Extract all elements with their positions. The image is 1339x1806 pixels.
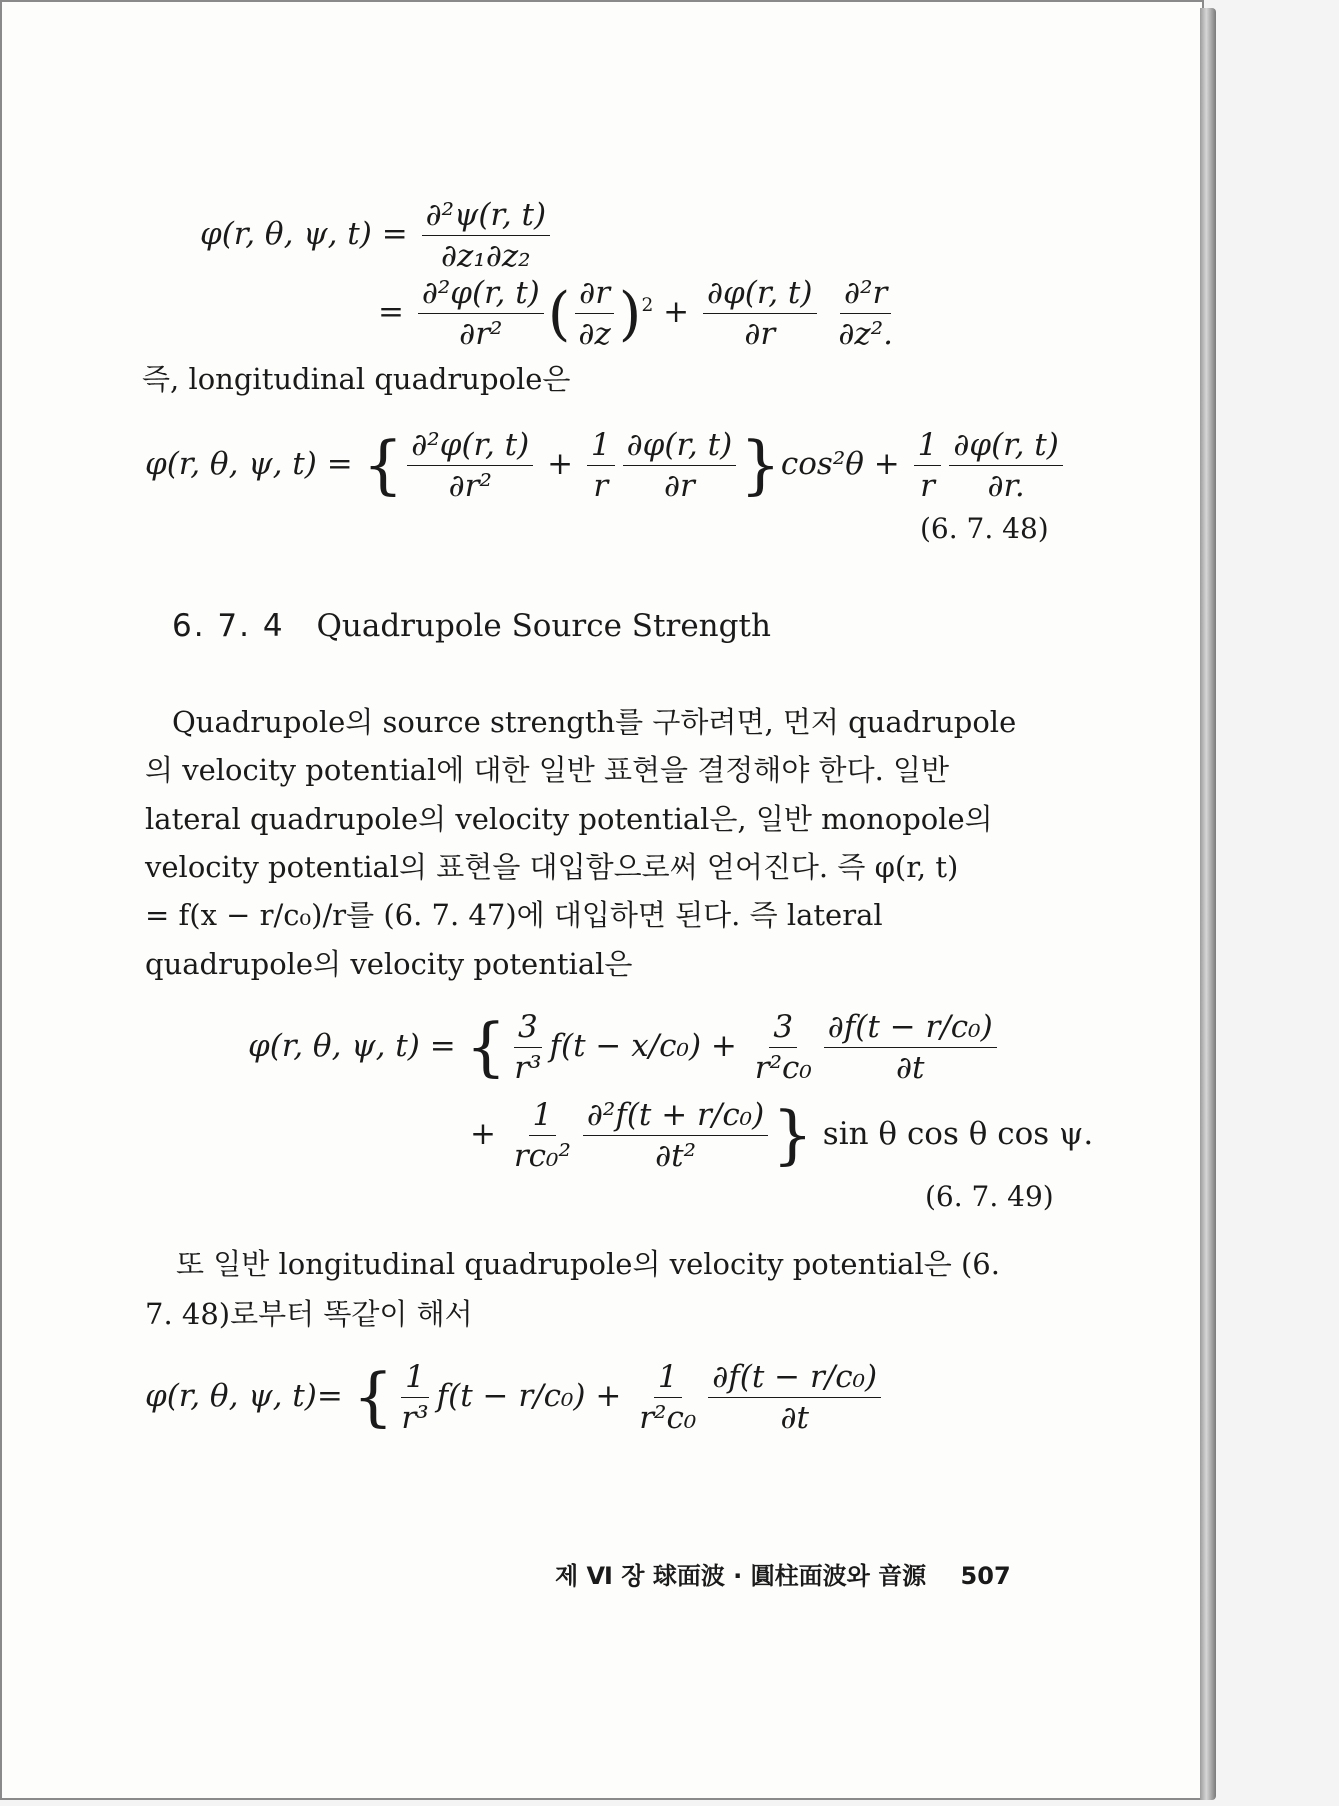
equation-6-7-48: φ(r, θ, ψ, t) = { $\frac{\text{∂²φ(r, t)}}{\text{∂r²}}$ + $\frac{1}{r}$ $\frac{\partial\varphi(r, t)}{\partial r}$ }cos²θ + $\frac{1}{r}$ $\frac{\partial\varphi(r, t)}{\partial r.}$	[145, 428, 1067, 503]
intro-text: 즉, longitudinal quadrupole은	[142, 362, 571, 396]
para1-line6: quadrupole의 velocity potential은	[145, 947, 633, 981]
para1-line3: lateral quadrupole의 velocity potential은, 일반 monopole의	[145, 802, 993, 836]
para1-line2: 의 velocity potential에 대한 일반 표현을 결정해야 한다. 일반	[145, 753, 950, 787]
eq2-equals: =	[378, 294, 404, 331]
section-number: 6. 7. 4	[172, 608, 285, 644]
equation-6-7-49-line1: φ(r, θ, ψ, t) = { $\frac{3}{\text{r³}}$ f(t − x/c₀) + $\frac{3}{\text{r²c₀}}$ $\frac{\text{∂f(t − r/c₀)}}{\partial t}$	[248, 1010, 1001, 1085]
para1-line4: velocity potential의 표현을 대입함으로써 얻어진다. 즉 φ(r, t)	[145, 850, 959, 884]
eq1-lhs: φ(r, θ, ψ, t) =	[200, 216, 408, 253]
equation-6-7-49-line2: + $\frac{1}{\text{rc₀²}}$ $\frac{\text{∂²f(t + r/c₀)}}{\text{∂t²}}$ } sin θ cos θ cos ψ.	[470, 1097, 1094, 1175]
para2-line1: 또 일반 longitudinal quadrupole의 velocity potential은 (6.	[176, 1247, 1000, 1281]
para1-line5: = f(x − r/c₀)/r를 (6. 7. 47)에 대입하면 된다. 즉 lateral	[145, 898, 883, 932]
para2-line2: 7. 48)로부터 똑같이 해서	[145, 1297, 473, 1331]
page-edge	[1200, 8, 1216, 1800]
footer-chapter: 제 Ⅵ 장 球面波 · 圓柱面波와 音源	[555, 1562, 927, 1590]
equation-2: = $\frac{\text{∂²φ(r, t)}}{\text{∂r²}}$ ( $\frac{\partial r}{\partial z}$ )$^2$ + $\frac{\partial\varphi(r, t)}{\partial r}$ $\frac{\text{∂²r}}{\text{∂z².}}$	[378, 275, 894, 353]
eq1-fraction: $\frac{\text{∂²ψ(r, t)}}{\text{∂z₁∂z₂}}$	[422, 198, 551, 273]
para1-line1: Quadrupole의 source strength를 구하려면, 먼저 quadrupole	[172, 705, 1017, 739]
equation-number-49: (6. 7. 49)	[925, 1180, 1054, 1213]
section-heading	[172, 608, 771, 644]
running-footer	[555, 1556, 1011, 1591]
equation-1	[200, 198, 554, 273]
equation-longitudinal: φ(r, θ, ψ, t)= { $\frac{1}{\text{r³}}$ f(t − r/c₀) + $\frac{1}{\text{r²c₀}}$ $\frac{\text{∂f(t − r/c₀)}}{\partial t}$	[145, 1360, 885, 1435]
page-number: 507	[960, 1562, 1011, 1590]
equation-number-48: (6. 7. 48)	[920, 512, 1049, 545]
section-title: Quadrupole Source Strength	[316, 608, 771, 644]
